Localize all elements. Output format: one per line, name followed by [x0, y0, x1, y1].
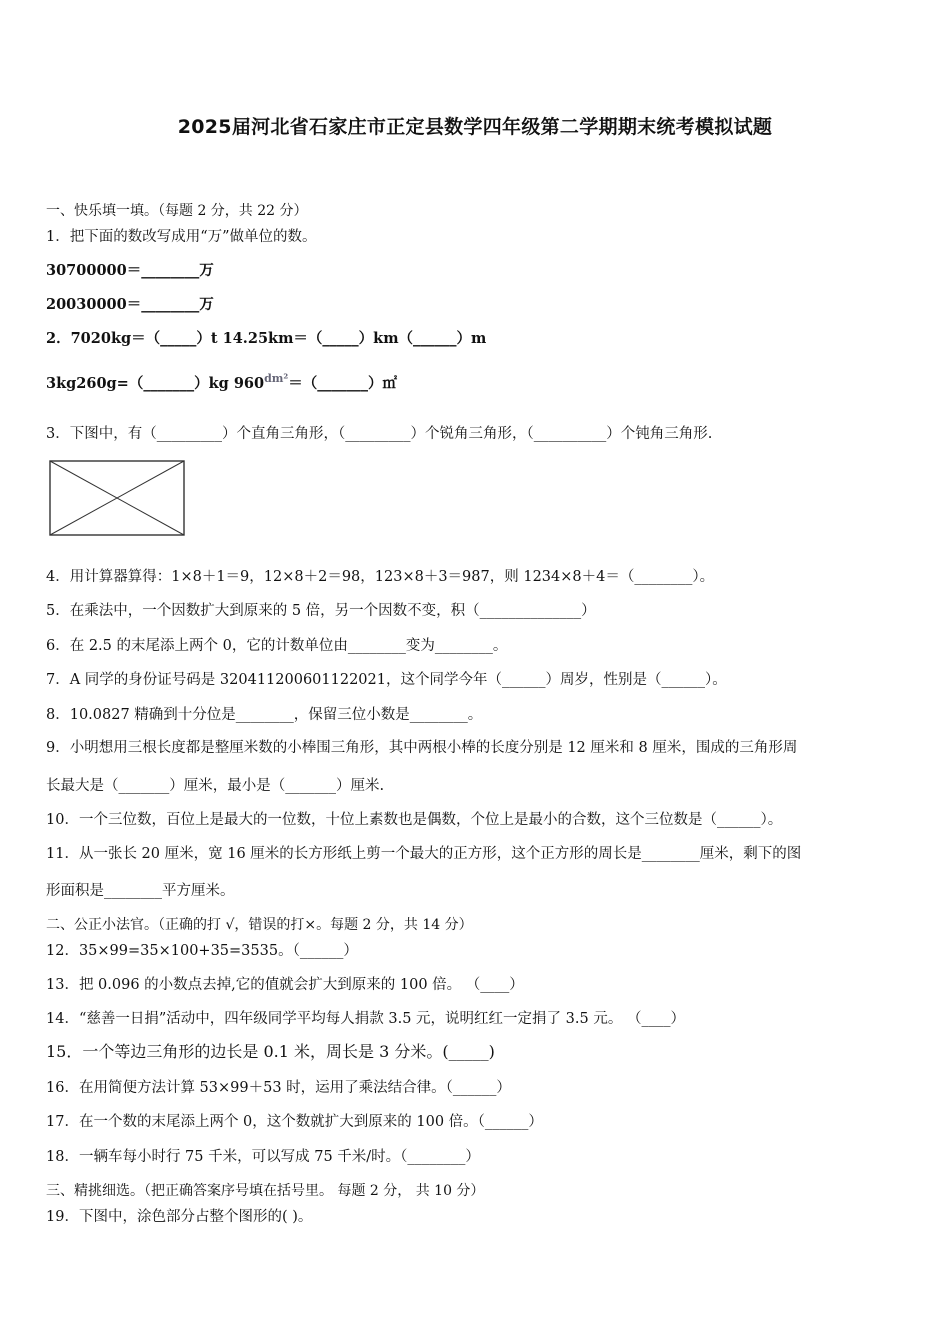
question-18: 18．一辆车每小时行 75 千米，可以写成 75 千米/时。（________）: [46, 1149, 480, 1165]
question-9-line-2: 长最大是（_______）厘米，最小是（_______）厘米.: [46, 778, 385, 794]
page-title: 2025届河北省石家庄市正定县数学四年级第二学期期末统考模拟试题: [177, 116, 773, 138]
section-3-heading: 三、精挑细选。（把正确答案序号填在括号里。 每题 2 分， 共 10 分）: [46, 1183, 485, 1199]
question-2b-pre: 3kg260g=（_______）kg 960: [46, 374, 265, 392]
question-2b-post: ＝（_______）㎡: [288, 374, 397, 392]
question-12: 12．35×99=35×100+35=3535。（______）: [46, 943, 358, 959]
section-1-heading: 一、快乐填一填。（每题 2 分，共 22 分）: [46, 203, 308, 219]
question-19: 19．下图中，涂色部分占整个图形的( )。: [46, 1209, 313, 1225]
question-2a: 2．7020kg＝（_____）t 14.25km＝（_____）km（______）m: [46, 330, 487, 347]
question-5: 5．在乘法中，一个因数扩大到原来的 5 倍，另一个因数不变，积（______________）: [46, 603, 596, 619]
question-16: 16．在用简便方法计算 53×99＋53 时，运用了乘法结合律。（______）: [46, 1080, 511, 1096]
section-2-heading: 二、公正小法官。（正确的打 √，错误的打×。每题 2 分，共 14 分）: [46, 917, 473, 933]
question-6: 6．在 2.5 的末尾添上两个 0，它的计数单位由________变为________。: [46, 638, 508, 654]
question-14: 14．“慈善一日捐”活动中，四年级同学平均每人捐款 3.5 元，说明红红一定捐了 3.5 元。 （____）: [46, 1011, 685, 1027]
question-1a: 30700000＝________万: [46, 262, 214, 279]
question-17: 17．在一个数的末尾添上两个 0，这个数就扩大到原来的 100 倍。（______）: [46, 1114, 543, 1130]
question-13: 13．把 0.096 的小数点去掉,它的值就会扩大到原来的 100 倍。 （____）: [46, 977, 524, 993]
question-1: 1．把下面的数改写成用“万”做单位的数。: [46, 229, 317, 245]
question-10: 10．一个三位数，百位上是最大的一位数，十位上素数也是偶数，个位上是最小的合数，这个三位数是（______）。: [46, 812, 783, 828]
question-1b: 20030000＝________万: [46, 296, 214, 313]
question-11-line-2: 形面积是________平方厘米。: [46, 883, 235, 899]
question-2b: [46, 369, 910, 394]
dm2-unit: dm²: [264, 372, 289, 385]
question-4: 4．用计算器算得：1×8＋1＝9，12×8＋2＝98，123×8＋3＝987，则 1234×8＋4＝（________）。: [46, 569, 715, 585]
question-15: 15．一个等边三角形的边长是 0.1 米，周长是 3 分米。(_____): [46, 1042, 495, 1061]
rectangle-diagonals-figure: [48, 459, 186, 537]
question-7: 7．A 同学的身份证号码是 320411200601122021，这个同学今年（______）周岁，性别是（______）。: [46, 672, 727, 688]
question-11-line-1: 11．从一张长 20 厘米，宽 16 厘米的长方形纸上剪一个最大的正方形，这个正方形的周长是________厘米，剩下的图: [46, 846, 802, 862]
question-3: 3．下图中，有（_________）个直角三角形，（_________）个锐角三角形，（__________）个钝角三角形.: [46, 426, 713, 442]
question-9-line-1: 9．小明想用三根长度都是整厘米数的小棒围三角形，其中两根小棒的长度分别是 12 厘米和 8 厘米，围成的三角形周: [46, 740, 798, 756]
question-8: 8．10.0827 精确到十分位是________，保留三位小数是________。: [46, 707, 483, 723]
